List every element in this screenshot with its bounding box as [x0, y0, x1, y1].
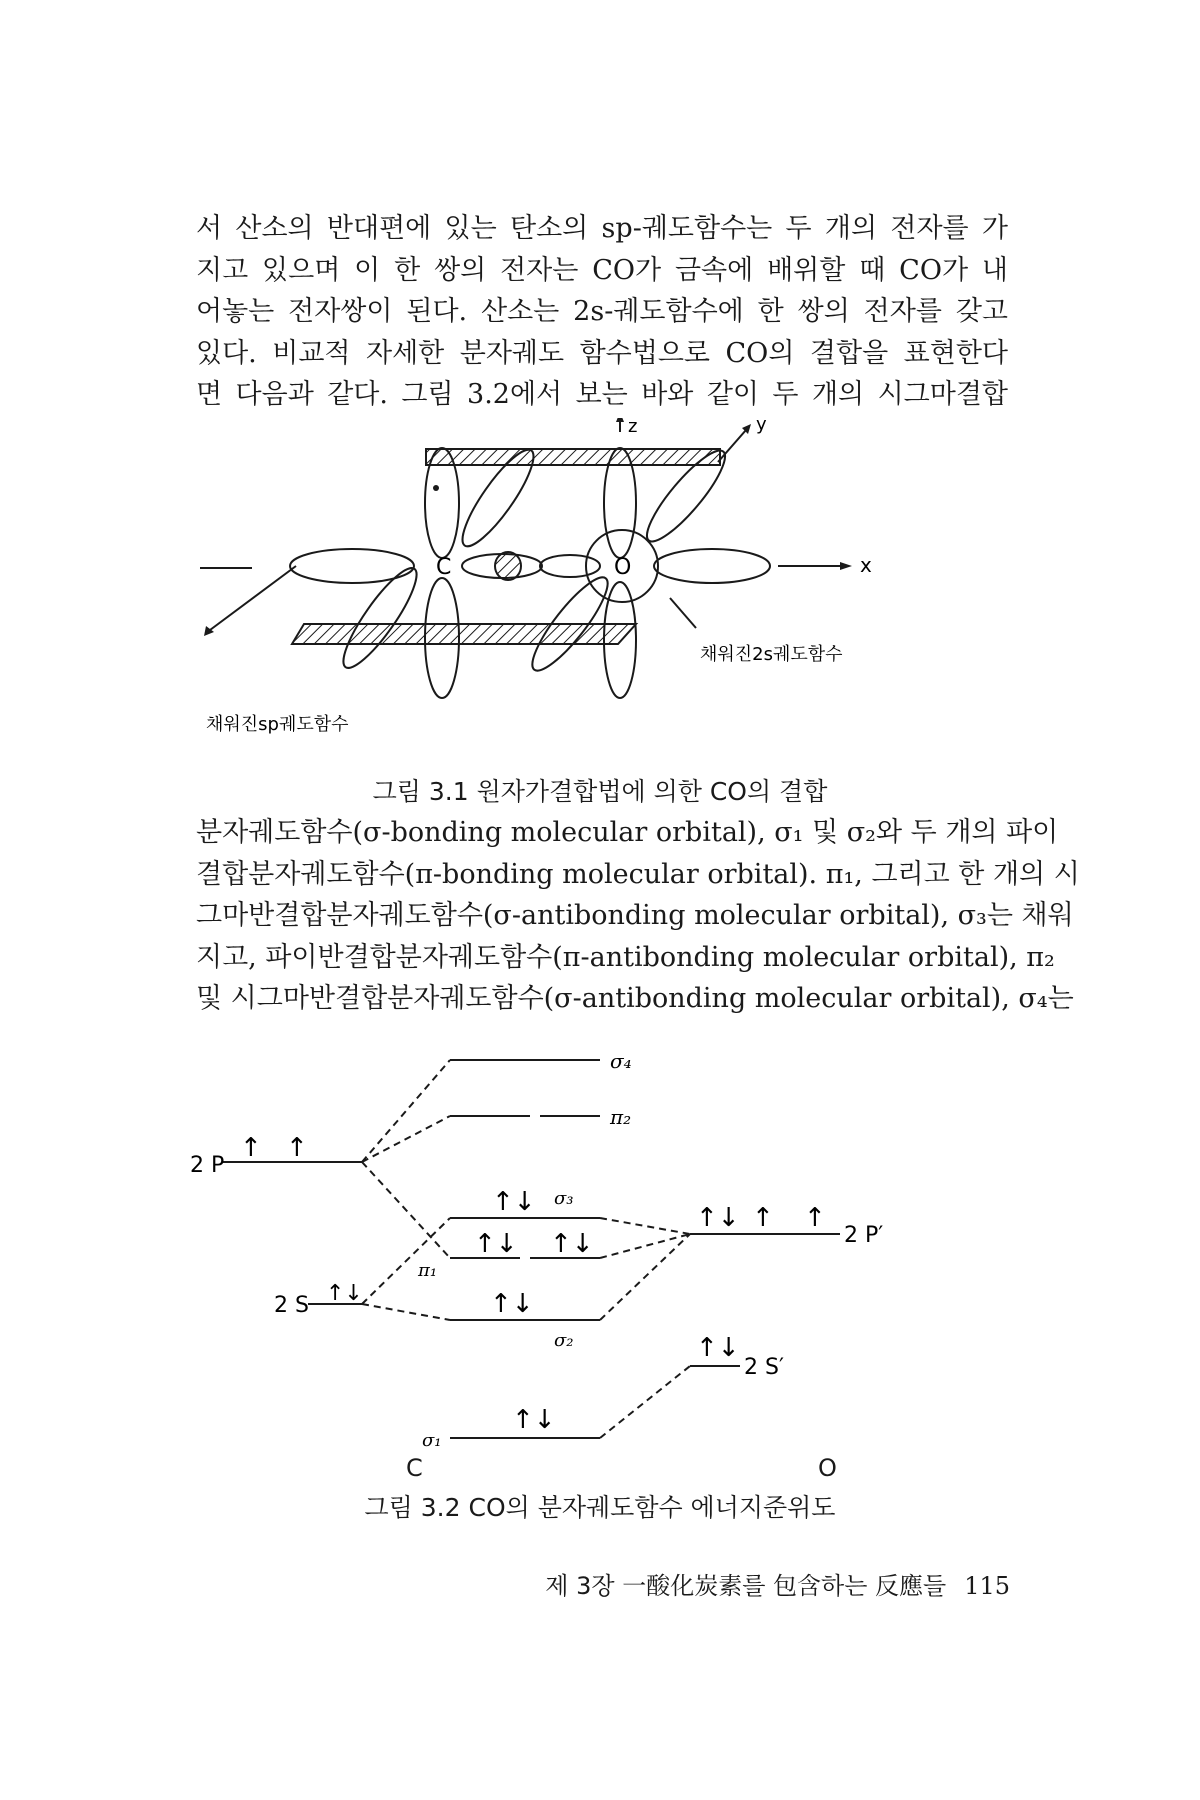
fig1-atom-o: O: [614, 555, 632, 580]
label-sigma3: σ₃: [554, 1188, 574, 1209]
label-sigma1: σ₁: [422, 1430, 442, 1451]
paragraph-line: 결합분자궤도함수(π-bonding molecular orbital). π₁, 그리고 한 개의 시: [196, 858, 1080, 890]
label-pi2: π₂: [610, 1105, 632, 1129]
sigma2-electron-pair: ↑↓: [490, 1289, 534, 1319]
pi1-electron-pair-a: ↑↓: [474, 1229, 518, 1259]
label-pi1: π₁: [418, 1260, 438, 1281]
paragraph-line: 지고 있으며 이 한 쌍의 전자는 CO가 금속에 배위할 때 CO가 내: [196, 254, 1008, 286]
c-2p-electron-1: ↑: [240, 1133, 262, 1163]
pi-bond-bottom: [292, 624, 636, 644]
fig1-atom-c: C: [436, 555, 452, 580]
paragraph-line: 분자궤도함수(σ-bonding molecular orbital), σ₁ 및 σ₂와 두 개의 파이: [196, 817, 1059, 848]
figure-3-1-valence-bond-diagram: [200, 418, 1000, 748]
paragraph-line: 및 시그마반결합분자궤도함수(σ-antibonding molecular orbital), σ₄는: [196, 983, 1074, 1014]
paragraph-line: 그마반결합분자궤도함수(σ-antibonding molecular orbital), σ₃는 채워: [196, 900, 1074, 931]
fig1-axis-y: y: [756, 418, 767, 435]
pi-bond-top: [426, 449, 720, 465]
2s-leader-line: [670, 598, 696, 628]
paragraph-line: 면 다음과 같다. 그림 3.2에서 보는 바와 같이 두 개의 시그마결합: [196, 379, 1008, 410]
fig1-axis-x: x: [860, 553, 872, 577]
c-sp-left-lobe: [290, 549, 414, 583]
paragraph-1: [196, 208, 1008, 416]
c-2p-electron-2: ↑: [286, 1133, 308, 1163]
o-px-right-lobe: [654, 549, 770, 583]
fig1-label-sp: 채워진sp궤도함수: [206, 714, 349, 735]
fig2-atom-c: C: [406, 1454, 423, 1482]
page-number: 115: [964, 1572, 1010, 1600]
c-2s-electron-pair: ↑↓: [326, 1281, 363, 1306]
label-sigma2: σ₂: [554, 1330, 574, 1351]
paragraph-2: [196, 812, 1080, 1020]
label-2p: 2 P: [190, 1153, 225, 1178]
fig1-label-2s: 채워진2s궤도함수: [700, 644, 843, 665]
label-2p-prime: 2 P′: [844, 1223, 884, 1248]
fig2-atom-o: O: [818, 1454, 837, 1482]
o-px-left-lobe: [540, 555, 600, 577]
paragraph-line: 서 산소의 반대편에 있는 탄소의 sp-궤도함수는 두 개의 전자를 가: [196, 213, 1008, 244]
paragraph-line: 있다. 비교적 자세한 분자궤도 함수법으로 CO의 결합을 표현한다: [196, 337, 1008, 369]
figure-3-2-caption: 그림 3.2 CO의 분자궤도함수 에너지준위도: [364, 1493, 836, 1522]
o-2p-electron-pair: ↑↓: [696, 1203, 740, 1233]
label-2s-prime: 2 S′: [744, 1355, 784, 1380]
sp-leader-line: [210, 566, 296, 630]
sigma3-electron-pair: ↑↓: [492, 1187, 536, 1217]
o-2p-electron-4: ↑: [804, 1203, 826, 1233]
paragraph-line: 어놓는 전자쌍이 된다. 산소는 2s-궤도함수에 한 쌍의 전자를 갖고: [196, 296, 1008, 327]
o-2p-electron-3: ↑: [752, 1203, 774, 1233]
y-axis: [718, 430, 746, 462]
chapter-title: 제 3장 一酸化炭素를 包含하는 反應들: [545, 1572, 947, 1600]
sigma1-electron-pair: ↑↓: [512, 1405, 556, 1435]
c-py-lower-lobe: [333, 560, 426, 676]
label-2s: 2 S: [274, 1293, 309, 1318]
fig1-axis-z: z: [628, 418, 638, 437]
pi1-electron-pair-b: ↑↓: [550, 1229, 594, 1259]
figure-3-2-mo-energy-diagram: [190, 1048, 1050, 1468]
label-sigma4: σ₄: [610, 1049, 632, 1073]
sigma-overlap: [495, 552, 521, 580]
paragraph-line: 지고, 파이반결합분자궤도함수(π-antibonding molecular orbital), π₂: [196, 941, 1055, 973]
running-footer: [490, 1566, 1010, 1601]
figure-3-1-caption: 그림 3.1 원자가결합법에 의한 CO의 결합: [372, 777, 828, 806]
o-2s-electron-pair: ↑↓: [696, 1333, 740, 1363]
